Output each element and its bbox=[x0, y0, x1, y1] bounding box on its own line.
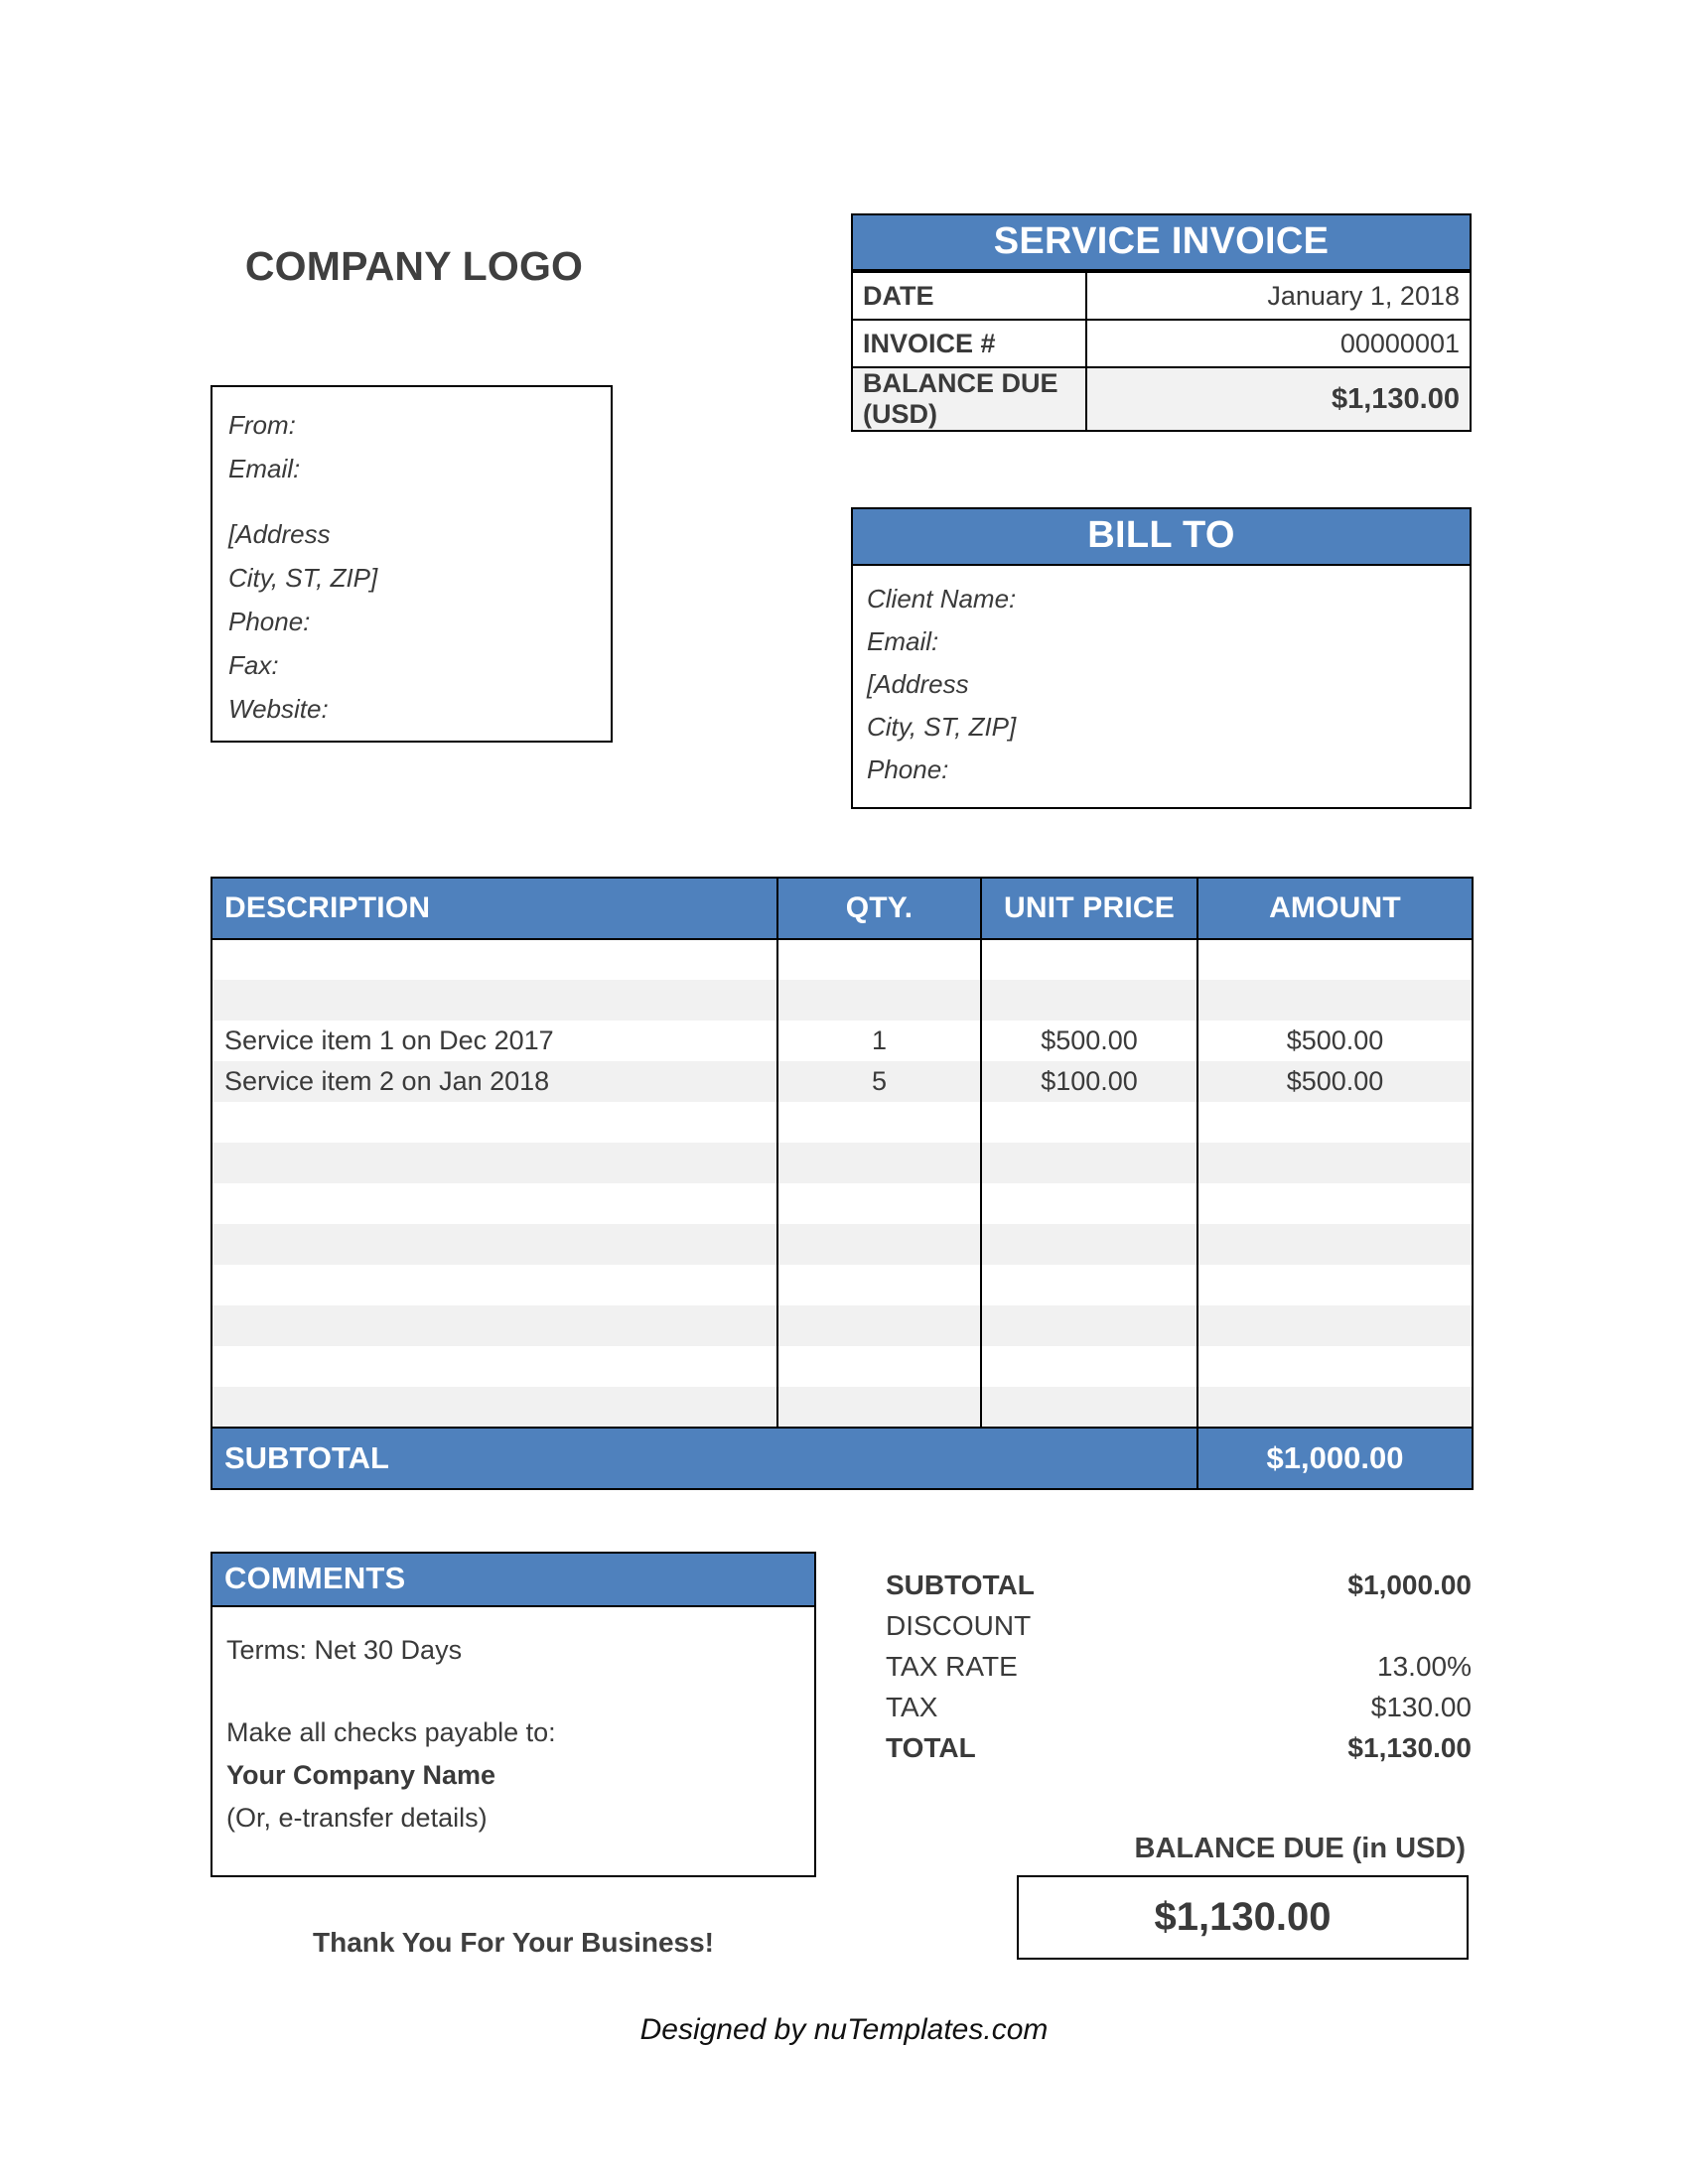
cell-qty[interactable] bbox=[777, 980, 981, 1021]
invoice-footer-section bbox=[211, 1552, 1472, 1960]
from-line: Phone: bbox=[228, 607, 311, 636]
table-row[interactable] bbox=[211, 1021, 1473, 1061]
from-line: City, ST, ZIP] bbox=[228, 563, 378, 593]
table-row[interactable] bbox=[211, 1346, 1473, 1387]
subtotal-row bbox=[211, 1428, 1473, 1489]
from-box[interactable] bbox=[211, 385, 613, 743]
comments-line: Your Company Name bbox=[226, 1759, 496, 1790]
bill-to-line: [Address bbox=[867, 668, 969, 699]
cell-description[interactable]: Service item 1 on Dec 2017 bbox=[211, 1021, 777, 1061]
cell-description[interactable] bbox=[211, 1265, 777, 1305]
totals-label: TOTAL bbox=[886, 1732, 976, 1764]
totals-label: DISCOUNT bbox=[886, 1610, 1032, 1642]
invoice-meta-row bbox=[852, 320, 1471, 367]
cell-description[interactable] bbox=[211, 980, 777, 1021]
table-row[interactable] bbox=[211, 1102, 1473, 1143]
totals-label: SUBTOTAL bbox=[886, 1570, 1035, 1601]
cell-description[interactable] bbox=[211, 939, 777, 980]
cell-amount[interactable]: $500.00 bbox=[1197, 1061, 1473, 1102]
column-header-unit-price: UNIT PRICE bbox=[981, 878, 1197, 939]
invoice-top-section bbox=[211, 213, 1472, 809]
comments-title: COMMENTS bbox=[211, 1552, 816, 1607]
cell-unit-price[interactable] bbox=[981, 1224, 1197, 1265]
invoice-meta-table bbox=[851, 271, 1472, 432]
cell-amount[interactable] bbox=[1197, 1183, 1473, 1224]
cell-qty[interactable] bbox=[777, 939, 981, 980]
totals-row bbox=[886, 1728, 1472, 1769]
sender-column bbox=[211, 213, 618, 743]
totals-value[interactable]: $1,000.00 bbox=[1347, 1570, 1472, 1601]
cell-unit-price[interactable]: $100.00 bbox=[981, 1061, 1197, 1102]
table-row[interactable] bbox=[211, 1387, 1473, 1428]
invoice-sheet bbox=[211, 213, 1472, 1960]
table-row[interactable] bbox=[211, 1143, 1473, 1183]
totals-row bbox=[886, 1688, 1472, 1728]
totals-value[interactable]: $1,130.00 bbox=[1347, 1732, 1472, 1764]
comments-column bbox=[211, 1552, 816, 1959]
cell-description[interactable]: Service item 2 on Jan 2018 bbox=[211, 1061, 777, 1102]
invoice-meta-value[interactable]: 00000001 bbox=[1086, 320, 1471, 367]
table-row[interactable] bbox=[211, 1183, 1473, 1224]
cell-unit-price[interactable] bbox=[981, 980, 1197, 1021]
cell-qty[interactable] bbox=[777, 1143, 981, 1183]
cell-description[interactable] bbox=[211, 1102, 777, 1143]
bill-to-line: Email: bbox=[867, 625, 939, 656]
table-row[interactable] bbox=[211, 980, 1473, 1021]
cell-amount[interactable] bbox=[1197, 1346, 1473, 1387]
invoice-meta-label: INVOICE # bbox=[852, 320, 1086, 367]
cell-amount[interactable] bbox=[1197, 980, 1473, 1021]
invoice-title: SERVICE INVOICE bbox=[851, 213, 1472, 271]
company-logo: COMPANY LOGO bbox=[244, 243, 584, 289]
totals-row bbox=[886, 1566, 1472, 1606]
cell-unit-price[interactable]: $500.00 bbox=[981, 1021, 1197, 1061]
totals-column bbox=[886, 1552, 1472, 1960]
from-line: Fax: bbox=[228, 650, 279, 680]
invoice-meta-row bbox=[852, 272, 1471, 320]
table-header-row bbox=[211, 878, 1473, 939]
comments-box[interactable] bbox=[211, 1607, 816, 1877]
cell-unit-price[interactable] bbox=[981, 1265, 1197, 1305]
cell-unit-price[interactable] bbox=[981, 1346, 1197, 1387]
cell-description[interactable] bbox=[211, 1183, 777, 1224]
totals-table bbox=[886, 1566, 1472, 1769]
totals-value[interactable]: $130.00 bbox=[1370, 1692, 1472, 1723]
table-row[interactable] bbox=[211, 939, 1473, 980]
cell-amount[interactable] bbox=[1197, 1265, 1473, 1305]
column-header-amount: AMOUNT bbox=[1197, 878, 1473, 939]
cell-unit-price[interactable] bbox=[981, 1143, 1197, 1183]
bill-to-line: Client Name: bbox=[867, 583, 1017, 614]
comments-line: Make all checks payable to: bbox=[226, 1716, 556, 1747]
cell-amount[interactable] bbox=[1197, 1224, 1473, 1265]
cell-qty[interactable] bbox=[777, 1387, 981, 1428]
cell-unit-price[interactable] bbox=[981, 1183, 1197, 1224]
bill-to-lines bbox=[867, 578, 1456, 791]
column-header-description: DESCRIPTION bbox=[211, 878, 777, 939]
from-line bbox=[228, 490, 595, 512]
cell-amount[interactable] bbox=[1197, 1305, 1473, 1346]
from-lines bbox=[228, 403, 595, 731]
cell-amount[interactable] bbox=[1197, 1143, 1473, 1183]
table-row[interactable] bbox=[211, 1224, 1473, 1265]
balance-due-label: BALANCE DUE (in USD) bbox=[1134, 1832, 1466, 1864]
table-row[interactable] bbox=[211, 1265, 1473, 1305]
balance-due-value: $1,130.00 bbox=[1017, 1875, 1469, 1960]
cell-unit-price[interactable] bbox=[981, 1305, 1197, 1346]
invoice-meta-label: BALANCE DUE (USD) bbox=[852, 367, 1086, 431]
bill-to-section bbox=[851, 507, 1472, 808]
cell-amount[interactable] bbox=[1197, 1102, 1473, 1143]
invoice-meta-value[interactable]: January 1, 2018 bbox=[1086, 272, 1471, 320]
cell-description[interactable] bbox=[211, 1143, 777, 1183]
subtotal-value: $1,000.00 bbox=[1197, 1428, 1473, 1489]
cell-qty[interactable] bbox=[777, 1265, 981, 1305]
thank-you-message: Thank You For Your Business! bbox=[313, 1926, 714, 1958]
from-line: Email: bbox=[228, 454, 301, 483]
cell-qty[interactable] bbox=[777, 1346, 981, 1387]
cell-unit-price[interactable] bbox=[981, 1387, 1197, 1428]
cell-amount[interactable] bbox=[1197, 1387, 1473, 1428]
bill-to-line: Phone: bbox=[867, 753, 949, 784]
comments-lines bbox=[226, 1629, 800, 1840]
line-items-table bbox=[211, 877, 1474, 1490]
invoice-meta-column bbox=[851, 213, 1472, 809]
cell-amount[interactable]: $500.00 bbox=[1197, 1021, 1473, 1061]
cell-description[interactable] bbox=[211, 1346, 777, 1387]
cell-qty[interactable]: 5 bbox=[777, 1061, 981, 1102]
invoice-meta-row bbox=[852, 367, 1471, 431]
totals-value[interactable]: 13.00% bbox=[1377, 1651, 1472, 1683]
invoice-meta-label: DATE bbox=[852, 272, 1086, 320]
bill-to-box[interactable] bbox=[851, 566, 1472, 809]
from-line: From: bbox=[228, 410, 296, 440]
cell-unit-price[interactable] bbox=[981, 939, 1197, 980]
from-line: Website: bbox=[228, 694, 329, 724]
totals-label: TAX RATE bbox=[886, 1651, 1018, 1683]
cell-description[interactable] bbox=[211, 1224, 777, 1265]
from-line: [Address bbox=[228, 519, 331, 549]
totals-label: TAX bbox=[886, 1692, 938, 1723]
designed-by-credit: Designed by nuTemplates.com bbox=[639, 2013, 1049, 2046]
cell-qty[interactable]: 1 bbox=[777, 1021, 981, 1061]
totals-row bbox=[886, 1647, 1472, 1688]
comments-line: (Or, e-transfer details) bbox=[226, 1802, 488, 1833]
cell-qty[interactable] bbox=[777, 1224, 981, 1265]
totals-value[interactable] bbox=[1179, 1606, 1472, 1647]
invoice-meta-value[interactable]: $1,130.00 bbox=[1086, 367, 1471, 431]
cell-qty[interactable] bbox=[777, 1305, 981, 1346]
totals-row bbox=[886, 1606, 1472, 1647]
table-row[interactable] bbox=[211, 1061, 1473, 1102]
column-header-qty: QTY. bbox=[777, 878, 981, 939]
cell-description[interactable] bbox=[211, 1387, 777, 1428]
bill-to-title: BILL TO bbox=[851, 507, 1472, 565]
cell-description[interactable] bbox=[211, 1305, 777, 1346]
comments-line bbox=[226, 1672, 800, 1711]
bill-to-line: City, ST, ZIP] bbox=[867, 711, 1017, 742]
subtotal-label: SUBTOTAL bbox=[211, 1428, 1197, 1489]
cell-unit-price[interactable] bbox=[981, 1102, 1197, 1143]
comments-line: Terms: Net 30 Days bbox=[226, 1634, 463, 1665]
table-row[interactable] bbox=[211, 1305, 1473, 1346]
cell-qty[interactable] bbox=[777, 1102, 981, 1143]
cell-qty[interactable] bbox=[777, 1183, 981, 1224]
line-items-section bbox=[211, 877, 1472, 1490]
cell-amount[interactable] bbox=[1197, 939, 1473, 980]
